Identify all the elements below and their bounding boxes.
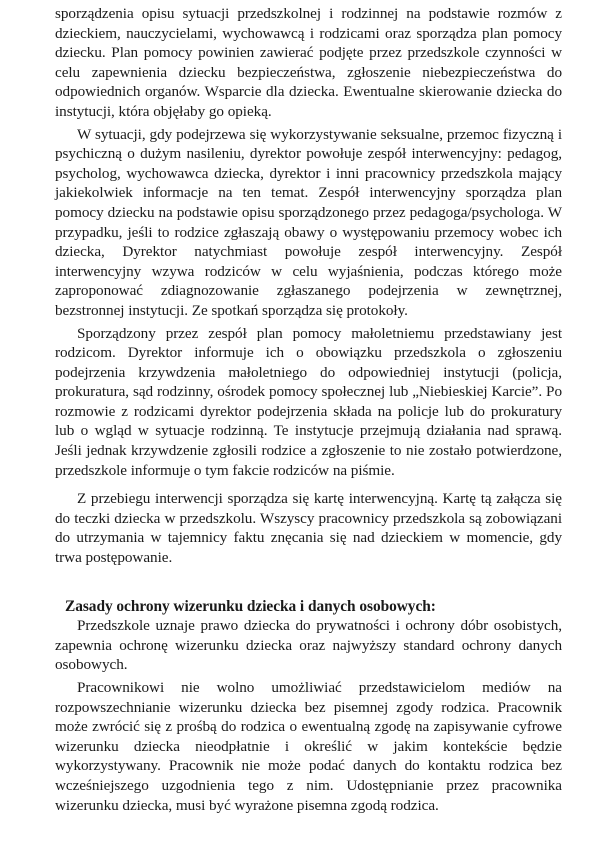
paragraph-prawo-do-prywatnosci: Przedszkole uznaje prawo dziecka do prywatności i ochrony dóbr osobistych, zapewnia ochronę wizerunku dziecka oraz najwyższy standard ochrony danych osobowych. bbox=[55, 617, 562, 674]
section-heading: Zasady ochrony wizerunku dziecka i danych osobowych: bbox=[65, 597, 436, 615]
paragraph-wizerunek-dziecka: Pracownikowi nie wolno umożliwiać przedstawicielom mediów na rozpowszechnianie wizerunku dziecka bez pisemnej zgody rodzica. Pracownik może zwrócić się z prośbą do rodzica o ewentualną zgodę na zapisywanie cyfrowe wizerunku dziecka nieodpłatnie i określić w jakim kontekście będzie wykorzystywany. Pracownik nie może podać danych do kontaktu rodzica bez wcześniejszego uzgodnienia tego z nim. Udostępnianie przez pracownika wizerunku dziecka, musi być wyrażone pisemna zgodą rodzica. bbox=[55, 679, 562, 814]
paragraph-zespol-interwencyjny: W sytuacji, gdy podejrzewa się wykorzystywanie seksualne, przemoc fizyczną i psychiczną o dużym nasileniu, dyrektor powołuje zespół interwencyjny: pedagog, psycholog, wychowawca dziecka, dyrektor i inni pracownicy przedszkola mający jakiekolwiek informacje na ten temat. Zespół interwencyjny sporządza plan pomocy dziecku na podstawie opisu sporządzonego przez pedagoga/psychologa. W przypadku, jeśli to rodzice zgłaszają obawy o występowaniu przemocy wobec ich dziecka, Dyrektor natychmiast powołuje zespół interwencyjny. Zespół interwencyjny wzywa rodziców w celu wyjaśnienia, podczas którego może zaproponować zdiagnozowanie zgłaszanego podejrzenia w zewnętrznej, bezstronnej instytucji. Ze spotkań sporządza się protokoły. bbox=[55, 125, 562, 319]
document-page bbox=[55, 4, 562, 815]
paragraph-plan-pomocy: sporządzenia opisu sytuacji przedszkolnej i rodzinnej na podstawie rozmów z dzieckiem, nauczycielami, wychowawcą i rodzicami oraz sporządza plan pomocy dziecku. Plan pomocy powinien zawierać podjęte przez przedszkole czynności w celu zapewnienia dziecku bezpieczeństwa, zgłoszenie niebezpieczeństwa do odpowiednich organów. Wsparcie dla dziecka. Ewentualne skierowanie dziecka do instytucji, która objęłaby go opieką. bbox=[55, 5, 562, 120]
paragraph-karta-interwencyjna: Z przebiegu interwencji sporządza się kartę interwencyjną. Kartę tą załącza się do teczki dziecka w przedszkolu. Wszyscy pracownicy przedszkola są zobowiązani do utrzymania w tajemnicy faktu znęcania się nad dzieckiem w momencie, gdy trwa postępowanie. bbox=[55, 490, 562, 567]
paragraph-informowanie-rodzicow: Sporządzony przez zespół plan pomocy małoletniemu przedstawiany jest rodzicom. Dyrektor informuje ich o obowiązku przedszkola o zgłoszeniu podejrzenia krzywdzenia małoletniego do odpowiedniej instytucji (policja, prokuratura, sąd rodzinny, ośrodek pomocy społecznej lub „Niebieskiej Karcie”. Po rozmowie z rodzicami dyrektor podejrzenia składa na policje lub do prokuratury lub o wgląd w sytuacje rodzinną. Te instytucje przejmują działania nad sprawą. Jeśli jednak krzywdzenie zgłosili rodzice a zgłoszenie to nie zostało potwierdzone, przedszkole informuje o tym fakcie rodziców na piśmie. bbox=[55, 324, 562, 479]
